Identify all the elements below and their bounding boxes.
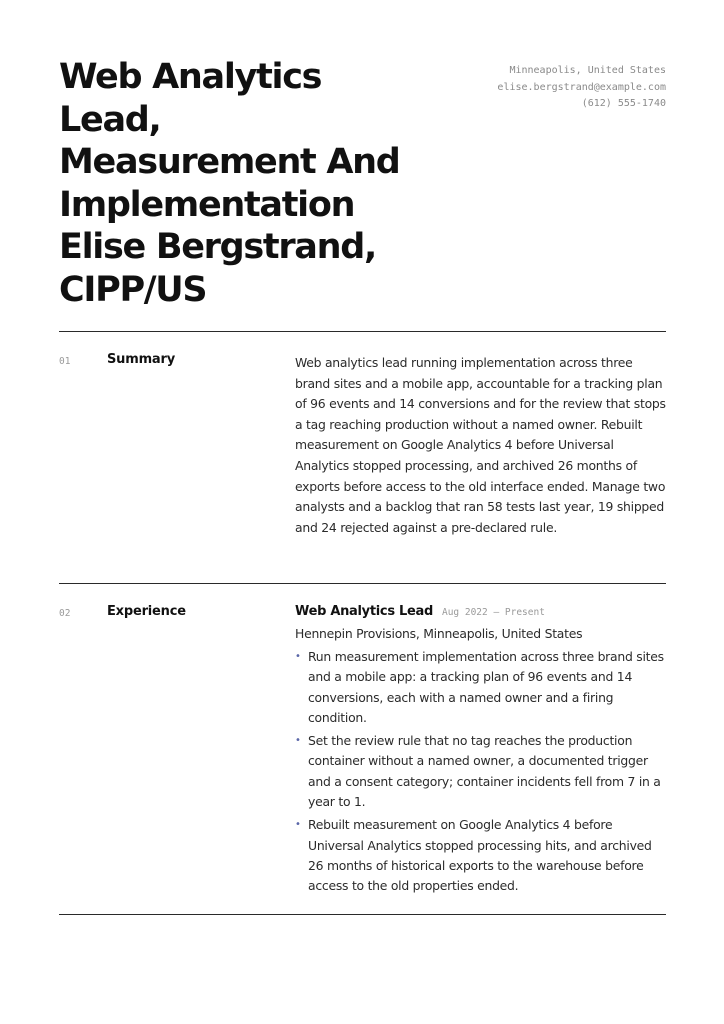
- job-dates: Aug 2022 – Present: [441, 607, 545, 618]
- job-title: Web Analytics Lead: [295, 604, 433, 619]
- title-line: Elise Bergstrand,: [59, 227, 376, 267]
- title-line: Implementation: [59, 184, 355, 225]
- contact-block: [497, 63, 666, 113]
- section-title-summary: Summary: [107, 352, 175, 367]
- job-bullets: [295, 647, 669, 897]
- contact-phone[interactable]: (612) 555-1740: [581, 98, 666, 109]
- list-item: • Rebuilt measurement on Google Analytics 4 before Universal Analytics stopped processing hits, and archived 26 months of historical exports to the warehouse before access to the old properties ended.: [295, 815, 669, 896]
- section-number: 02: [59, 608, 71, 619]
- title-line: CIPP/US: [59, 269, 207, 310]
- contact-email[interactable]: elise.bergstrand@example.com: [497, 81, 666, 93]
- section-title-experience: Experience: [107, 604, 186, 619]
- section-number: 01: [59, 356, 71, 367]
- contact-location: Minneapolis, United States: [509, 65, 666, 76]
- summary-text: Web analytics lead running implementation across three brand sites and a mobile app, accountable for a tracking plan of 96 events and 14 conversions and for the review that stops a tag reaching production without a named owner. Rebuilt measurement on Google Analytics 4 before Universal Analytics stopped processing, and archived 26 months of exports before access to the old interface ended. Manage two analysts and a backlog that ran 58 tests last year, 19 shipped and 24 rejected against a pre-declared rule.: [295, 355, 666, 535]
- experience-entry: [295, 604, 669, 900]
- title-line: Web Analytics: [59, 57, 322, 97]
- job-header: [295, 604, 669, 624]
- page-title: [59, 56, 479, 311]
- job-company: Hennepin Provisions, Minneapolis, United States: [295, 626, 583, 641]
- list-item: • Set the review rule that no tag reaches the production container without a named owner, a documented trigger and a consent category; container incidents fell from 7 in a year to 1.: [295, 731, 669, 812]
- section-divider: [59, 914, 666, 915]
- title-line: Lead,: [59, 99, 161, 140]
- title-line: Measurement And: [59, 142, 400, 182]
- list-item: • Run measurement implementation across three brand sites and a mobile app: a tracking plan of 96 events and 14 conversions, each with a named owner and a firing condition.: [295, 647, 669, 728]
- section-divider: [59, 331, 666, 332]
- section-divider: [59, 583, 666, 584]
